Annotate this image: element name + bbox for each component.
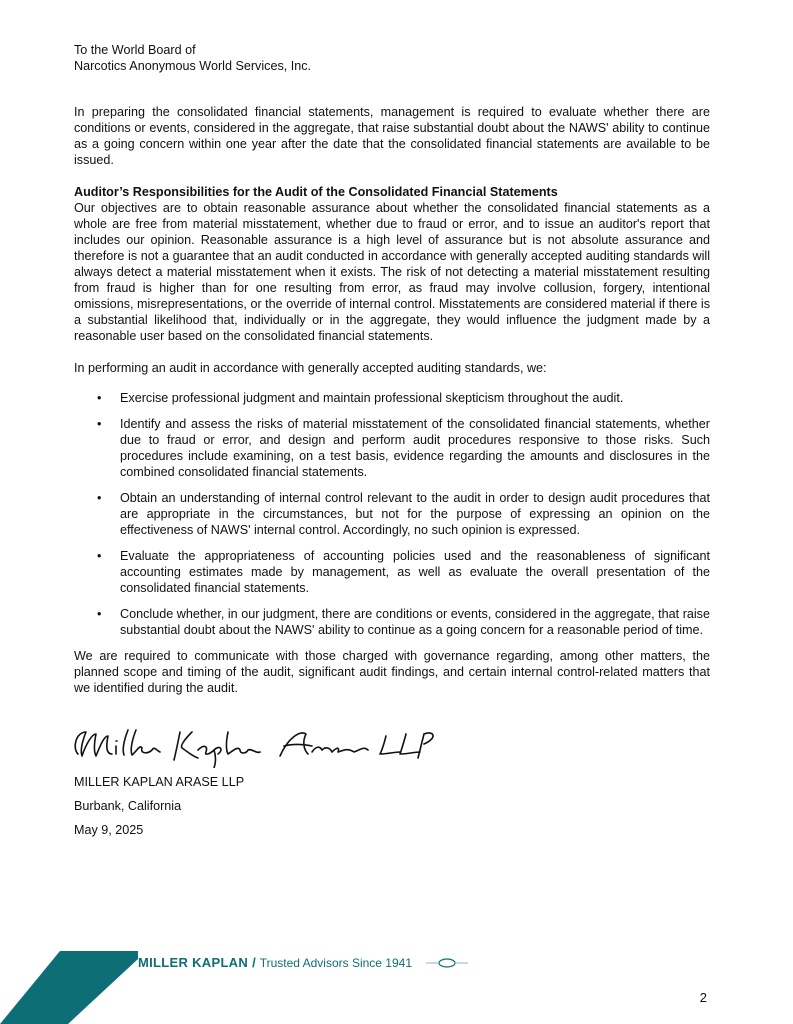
- firm-location: Burbank, California: [74, 799, 182, 813]
- footer-slash: /: [252, 955, 256, 970]
- bullet-icon: •: [97, 417, 102, 431]
- list-item: [74, 416, 710, 480]
- list-item: [74, 390, 710, 406]
- list-item-text: Exercise professional judgment and maintain professional skepticism throughout the audit.: [120, 391, 624, 405]
- handwritten-signature: [68, 724, 438, 768]
- list-item-text: Conclude whether, in our judgment, there are conditions or events, considered in the aggregate, that raise substantial doubt about the NAWS' ability to continue as a going concern for a reasonable period of time.: [120, 607, 710, 637]
- signer-block: [74, 770, 244, 842]
- performing-intro: In performing an audit in accordance with generally accepted auditing standards, we:: [74, 361, 547, 375]
- communicate-paragraph: We are required to communicate with those charged with governance regarding, among other matters, the planned scope and timing of the audit, significant audit findings, and certain internal control-related matters that we identified during the audit.: [74, 649, 710, 695]
- list-item-text: Evaluate the appropriateness of accounting policies used and the reasonableness of significant accounting estimates made by management, as well as evaluate the overall presentation of the consolidated financial statements.: [120, 549, 710, 595]
- bullet-icon: •: [97, 391, 102, 405]
- list-item: [74, 490, 710, 538]
- bullet-icon: •: [97, 491, 102, 505]
- report-date: May 9, 2025: [74, 823, 144, 837]
- addressee-line-1: To the World Board of: [74, 43, 196, 57]
- footer-brand-name: MILLER KAPLAN: [138, 955, 249, 970]
- footer-tagline: Trusted Advisors Since 1941: [259, 956, 412, 970]
- footer-emblem-icon: [426, 957, 468, 969]
- procedures-list: [74, 390, 710, 638]
- footer-logo: [138, 955, 412, 971]
- list-item-text: Obtain an understanding of internal control relevant to the audit in order to design audit procedures that are appropriate in the circumstances, but not for the purpose of expressing an opinion on the effectiveness of NAWS' internal control. Accordingly, no such opinion is expressed.: [120, 491, 710, 537]
- addressee-block: [74, 42, 724, 74]
- responsibilities-heading: Auditor’s Responsibilities for the Audit of the Consolidated Financial Statements: [74, 185, 558, 199]
- going-concern-paragraph: In preparing the consolidated financial statements, management is required to evaluate whether there are conditions or events, considered in the aggregate, that raise substantial doubt about the NAWS' ability to continue as a going concern within one year after the date that the consolidated financial statements are available to be issued.: [74, 105, 710, 167]
- list-item: [74, 606, 710, 638]
- list-item-text: Identify and assess the risks of material misstatement of the consolidated financial statements, whether due to fraud or error, and design and perform audit procedures responsive to those risks. Such procedures include examining, on a test basis, evidence regarding the amounts and disclosures in the combined consolidated financial statements.: [120, 417, 710, 479]
- objectives-paragraph: Our objectives are to obtain reasonable assurance about whether the consolidated financial statements as a whole are free from material misstatement, whether due to fraud or error, and to issue an auditor's report that includes our opinion. Reasonable assurance is a high level of assurance but is not absolute assurance and therefore is not a guarantee that an audit conducted in accordance with generally accepted auditing standards will always detect a material misstatement when it exists. The risk of not detecting a material misstatement resulting from fraud is higher than for one resulting from error, as fraud may involve collusion, forgery, intentional omissions, misrepresentations, or the override of internal control. Misstatements are considered material if there is a substantial likelihood that, individually or in the aggregate, they would influence the judgment made by a reasonable user based on the consolidated financial statements.: [74, 201, 710, 343]
- bullet-icon: •: [97, 549, 102, 563]
- list-item: [74, 548, 710, 596]
- letter-body: [74, 104, 710, 696]
- addressee-line-2: Narcotics Anonymous World Services, Inc.: [74, 59, 312, 73]
- page-number: 2: [699, 990, 707, 1005]
- firm-name: MILLER KAPLAN ARASE LLP: [74, 775, 245, 789]
- bullet-icon: •: [97, 607, 102, 621]
